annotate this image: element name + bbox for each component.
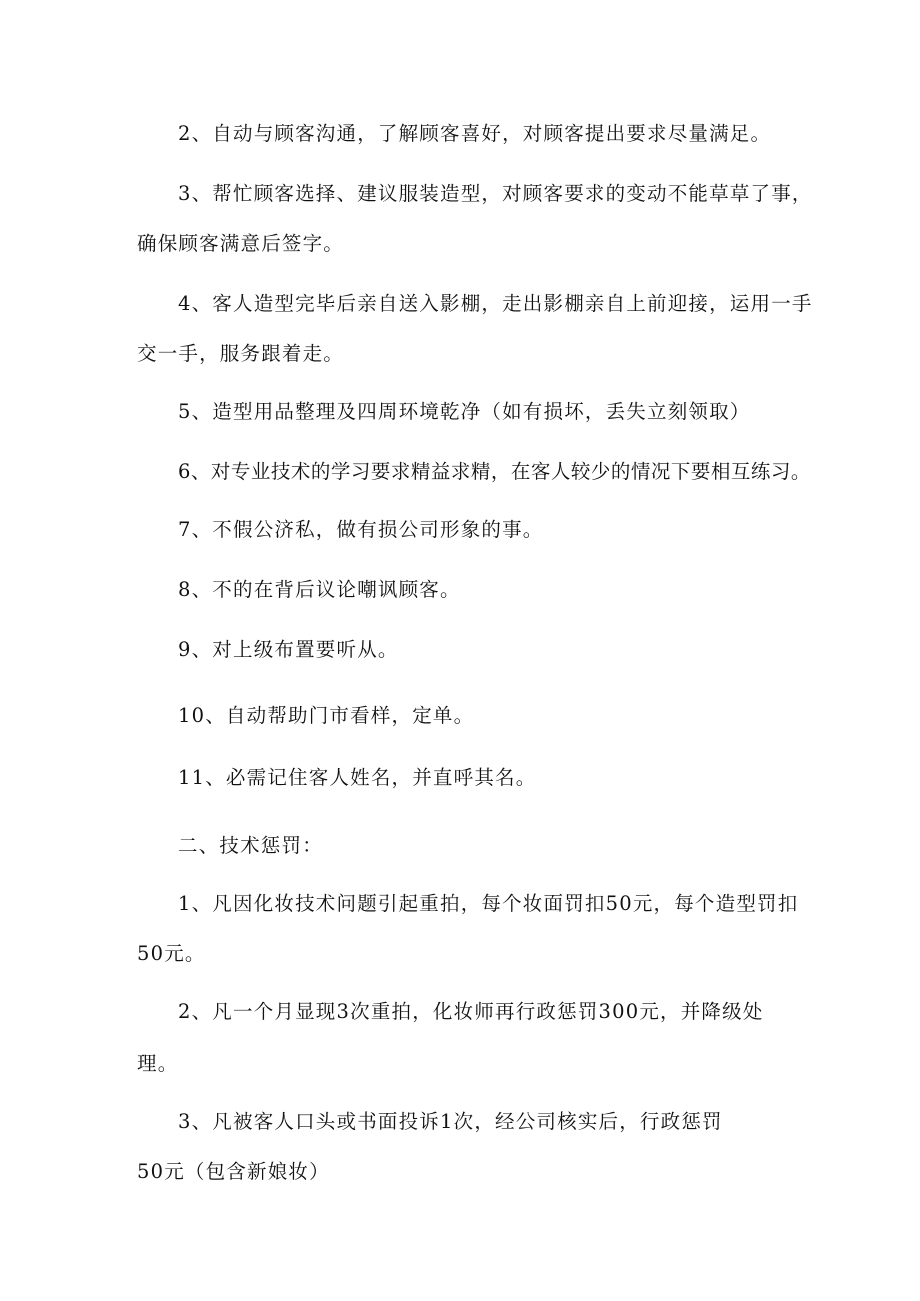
paragraph-line: 理。 xyxy=(137,1052,179,1075)
section-heading: 二、技术惩罚： xyxy=(178,834,323,857)
paragraph-line: 5、造型用品整理及四周环境乾净（如有损坏，丢失立刻领取） xyxy=(178,400,751,423)
paragraph-line: 3、帮忙顾客选择、建议服装造型，对顾客要求的变动不能草草了事， xyxy=(178,182,813,205)
paragraph-line: 4、客人造型完毕后亲自送入影棚，走出影棚亲自上前迎接，运用一手 xyxy=(178,292,813,315)
paragraph-line: 9、对上级布置要听从。 xyxy=(178,638,399,661)
paragraph-line: 7、不假公济私，做有损公司形象的事。 xyxy=(178,518,544,541)
paragraph-line: 3、凡被客人口头或书面投诉1次，经公司核实后，行政惩罚 xyxy=(178,1110,723,1133)
paragraph-line: 2、自动与顾客沟通，了解顾客喜好，对顾客提出要求尽量满足。 xyxy=(178,122,772,145)
paragraph-line: 8、不的在背后议论嘲讽顾客。 xyxy=(178,578,461,601)
paragraph-line: 确保顾客满意后签字。 xyxy=(137,232,345,255)
paragraph-line: 1、凡因化妆技术问题引起重拍，每个妆面罚扣50元，每个造型罚扣 xyxy=(178,892,799,915)
paragraph-line: 2、凡一个月显现3次重拍，化妆师再行政惩罚300元，并降级处 xyxy=(178,1000,764,1023)
paragraph-line: 50元。 xyxy=(137,942,206,965)
paragraph-line: 6、对专业技术的学习要求精益求精，在客人较少的情况下要相互练习。 xyxy=(178,460,811,483)
paragraph-line: 交一手，服务跟着走。 xyxy=(137,342,345,365)
paragraph-line: 50元（包含新娘妆） xyxy=(137,1160,330,1183)
paragraph-line: 10、自动帮助门市看样，定单。 xyxy=(178,704,475,727)
paragraph-line: 11、必需记住客人姓名，并直呼其名。 xyxy=(178,766,537,789)
